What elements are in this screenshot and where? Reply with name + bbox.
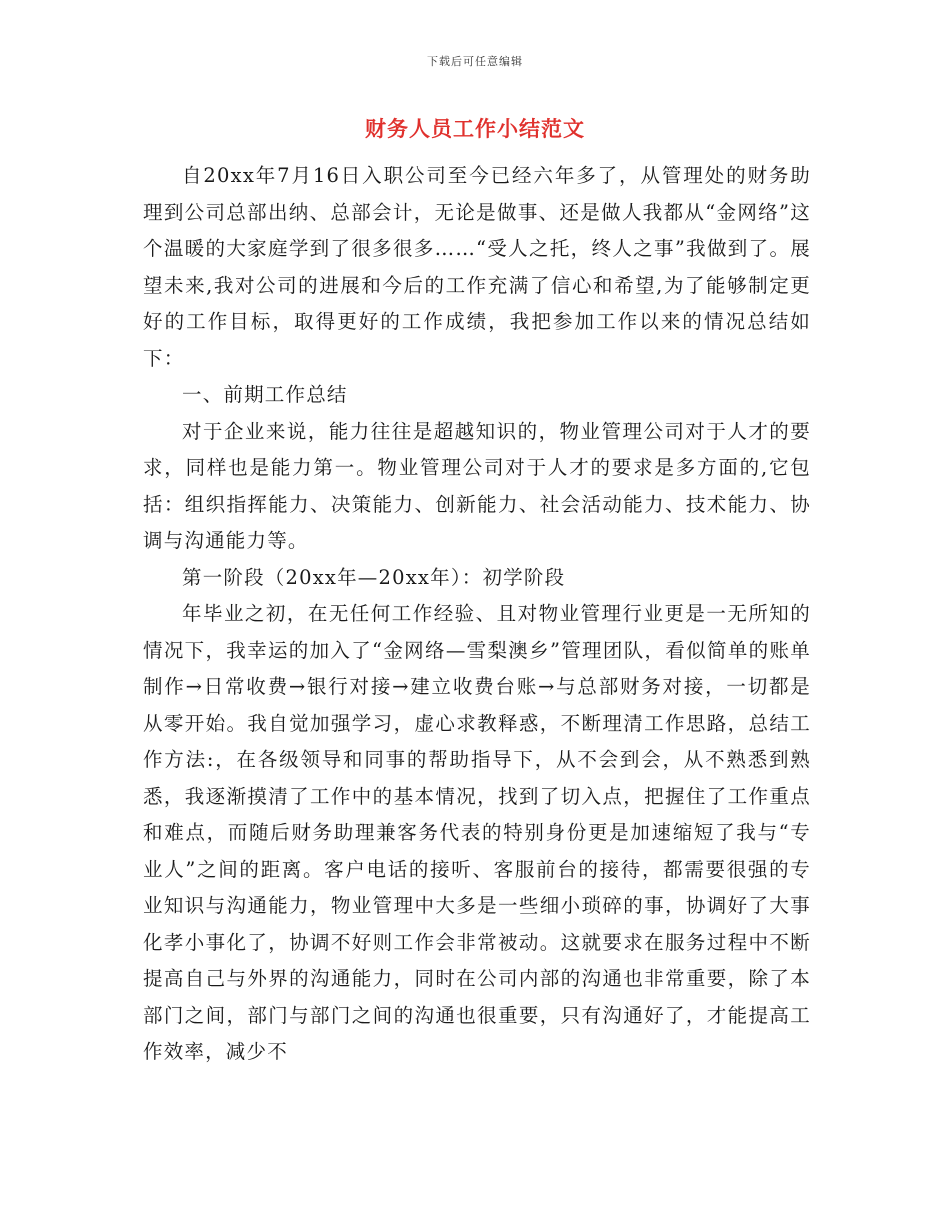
section-heading-stage-one: 第一阶段（20xx年—20xx年）：初学阶段 — [182, 565, 566, 589]
paragraph-intro: 自20xx年7月16日入职公司至今已经六年多了，从管理处的财务助理到公司总部出纳、总部会计，无论是做事、还是做人我都从“金网络”这个温暖的大家庭学到了很多很多……“受人之托，终人之事”我做到了。展望未来,我对公司的进展和今后的工作充满了信心和希望,为了能够制定更好的工作目标，取得更好的工作成绩，我把参加工作以来的情况总结如下： — [143, 164, 811, 370]
document-title: 财务人员工作小结范文 — [365, 116, 585, 141]
paragraph-stage-one-detail: 年毕业之初，在无任何工作经验、且对物业管理行业更是一无所知的情况下，我幸运的加入了“金网络—雪梨澳乡”管理团队，看似简单的账单制作→日常收费→银行对接→建立收费台账→与总部财务对接，一切都是从零开始。我自觉加强学习，虚心求教释惑，不断理清工作思路，总结工作方法:，在各级领导和同事的帮助指导下，从不会到会，从不熟悉到熟悉，我逐渐摸清了工作中的基本情况，找到了切入点，把握住了工作重点和难点，而随后财务助理兼客务代表的特别身份更是加速缩短了我与“专业人”之间的距离。客户电话的接听、客服前台的接待，都需要很强的专业知识与沟通能力，物业管理中大多是一些细小琐碎的事，协调好了大事化孝小事化了，协调不好则工作会非常被动。这就要求在服务过程中不断提高自己与外界的沟通能力，同时在公司内部的沟通也非常重要，除了本部门之间，部门与部门之间的沟通也很重要，只有沟通好了，才能提高工作效率，减少不 — [143, 602, 811, 1063]
section-heading-early-work-summary: 一、前期工作总结 — [182, 383, 348, 406]
paragraph-ability: 对于企业来说，能力往往是超越知识的，物业管理公司对于人才的要求，同样也是能力第一。物业管理公司对于人才的要求是多方面的,它包括：组织指挥能力、决策能力、创新能力、社会活动能力、技术能力、协调与沟通能力等。 — [143, 419, 811, 552]
document-body — [143, 158, 811, 1071]
page-header-note: 下载后可任意编辑 — [427, 55, 523, 68]
